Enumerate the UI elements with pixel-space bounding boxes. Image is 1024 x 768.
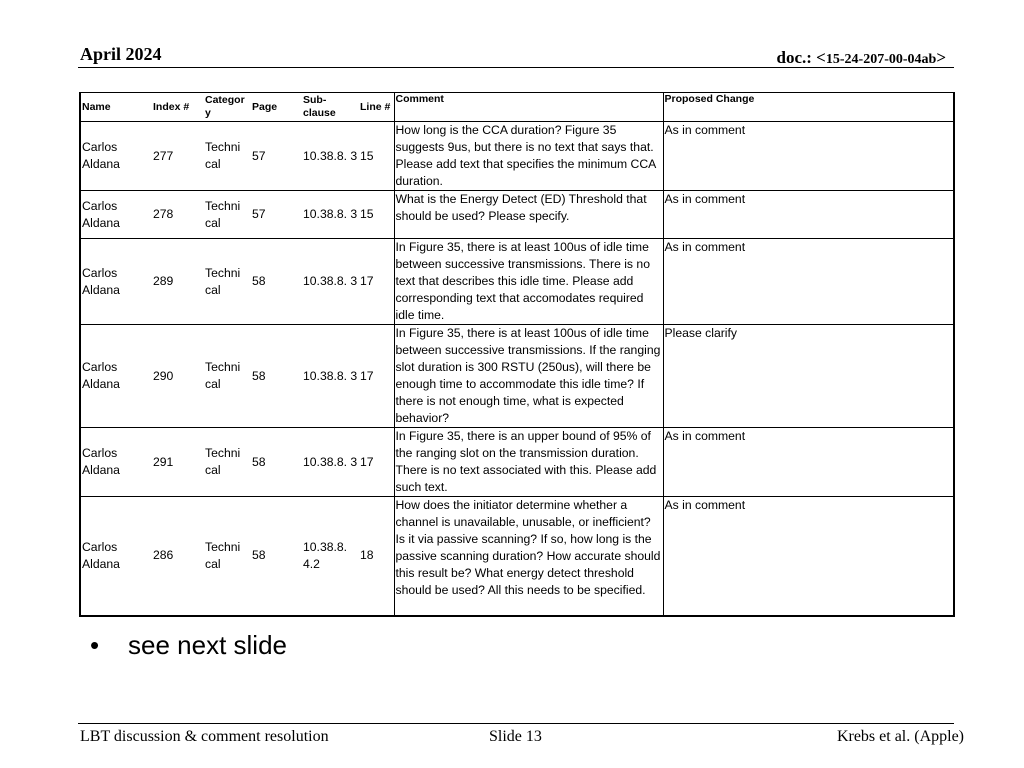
table-row — [80, 239, 954, 325]
cell-index: 286 — [153, 548, 174, 563]
cell-comment: In Figure 35, there is an upper bound of 95% of the ranging slot on the transmission duration. There is no text associated with this. Please add such text. — [394, 428, 663, 497]
comment-table — [79, 92, 955, 617]
cell-name: Carlos Aldana — [80, 239, 152, 325]
cell-proposed: As in comment — [663, 497, 954, 616]
footer-slide-number: Slide 13 — [489, 728, 542, 745]
cell-subclause: 10.38.8. 3 — [303, 368, 358, 383]
cell-name: Carlos Aldana — [80, 325, 152, 428]
cell-category: Techni cal — [205, 140, 241, 171]
col-header-category: Categor y — [205, 94, 245, 119]
footer-divider — [78, 723, 954, 724]
table-row — [80, 122, 954, 191]
doc-number: 15-24-207-00-04ab — [825, 52, 937, 67]
cell-comment: In Figure 35, there is at least 100us of idle time between successive transmissions. There is no text that describes this idle time. Please add corresponding text that accomodates required idle time. — [394, 239, 663, 325]
cell-line: 15 — [359, 191, 394, 239]
cell-page: 57 — [252, 207, 266, 221]
cell-subclause: 10.38.8. 4.2 — [303, 539, 348, 571]
cell-comment: In Figure 35, there is at least 100us of idle time between successive transmissions. If the ranging slot duration is 300 RSTU (250us), will there be enough time to accommodate this idle time? If there is not enough time, what is expected behavior? — [394, 325, 663, 428]
col-header-subclause: Sub-clause — [303, 94, 336, 119]
cell-line: 18 — [359, 497, 394, 616]
cell-subclause: 10.38.8. 3 — [303, 274, 358, 288]
col-header-line: Line # — [359, 93, 394, 122]
doc-suffix: > — [936, 48, 946, 67]
cell-subclause: 10.38.8. 3 — [303, 454, 358, 469]
cell-category: Techni cal — [205, 198, 241, 230]
col-header-proposed: Proposed Change — [663, 93, 954, 122]
cell-subclause: 10.38.8. 3 — [303, 207, 358, 221]
cell-index: 278 — [153, 207, 174, 221]
col-header-page: Page — [252, 100, 278, 113]
cell-index: 290 — [153, 368, 174, 383]
cell-proposed: As in comment — [663, 428, 954, 497]
bullet-dot-icon: • — [90, 630, 100, 660]
cell-page: 58 — [252, 548, 266, 563]
cell-page: 58 — [252, 274, 266, 288]
cell-name: Carlos Aldana — [80, 497, 152, 616]
col-header-comment: Comment — [394, 93, 663, 122]
cell-category: Techni cal — [205, 265, 241, 297]
cell-line: 15 — [359, 122, 394, 191]
cell-index: 277 — [153, 148, 174, 163]
header-date: April 2024 — [80, 44, 162, 64]
cell-subclause: 10.38.8. 3 — [303, 148, 358, 163]
cell-page: 58 — [252, 368, 266, 383]
footer-author: Krebs et al. (Apple) — [836, 728, 964, 745]
cell-category: Techni cal — [205, 446, 241, 477]
cell-index: 289 — [153, 274, 174, 288]
bullet-point — [90, 630, 287, 661]
col-header-index: Index # — [153, 100, 190, 113]
table-row — [80, 325, 954, 428]
cell-page: 58 — [252, 454, 266, 469]
cell-category: Techni cal — [205, 360, 241, 391]
cell-comment: How long is the CCA duration? Figure 35 suggests 9us, but there is no text that says that. Please add text that specifies the minimum CCA duration. — [394, 122, 663, 191]
cell-proposed: As in comment — [663, 239, 954, 325]
table-header-row — [80, 93, 954, 122]
cell-proposed: Please clarify — [663, 325, 954, 428]
bullet-text: see next slide — [128, 630, 287, 660]
cell-comment: What is the Energy Detect (ED) Threshold that should be used? Please specify. — [394, 191, 663, 239]
table-row — [80, 428, 954, 497]
cell-name: Carlos Aldana — [80, 428, 152, 497]
footer-title: LBT discussion & comment resolution — [80, 728, 329, 745]
cell-name: Carlos Aldana — [80, 191, 152, 239]
cell-index: 291 — [153, 454, 174, 469]
cell-line: 17 — [359, 428, 394, 497]
cell-page: 57 — [252, 148, 266, 163]
col-header-name: Name — [80, 93, 152, 122]
cell-comment: How does the initiator determine whether a channel is unavailable, unusable, or inefficient? Is it via passive scanning? If so, how long is the passive scanning duration? How accurate should this result be? What energy detect threshold should be used? All this needs to be specified. — [394, 497, 663, 616]
table-row — [80, 497, 954, 616]
doc-label: doc.: < — [776, 48, 826, 67]
cell-name: Carlos Aldana — [80, 122, 152, 191]
cell-proposed: As in comment — [663, 191, 954, 239]
header-doc-number — [777, 48, 946, 68]
cell-line: 17 — [359, 239, 394, 325]
table-row — [80, 191, 954, 239]
header-divider — [78, 67, 954, 68]
cell-category: Techni cal — [205, 539, 241, 571]
cell-line: 17 — [359, 325, 394, 428]
cell-proposed: As in comment — [663, 122, 954, 191]
